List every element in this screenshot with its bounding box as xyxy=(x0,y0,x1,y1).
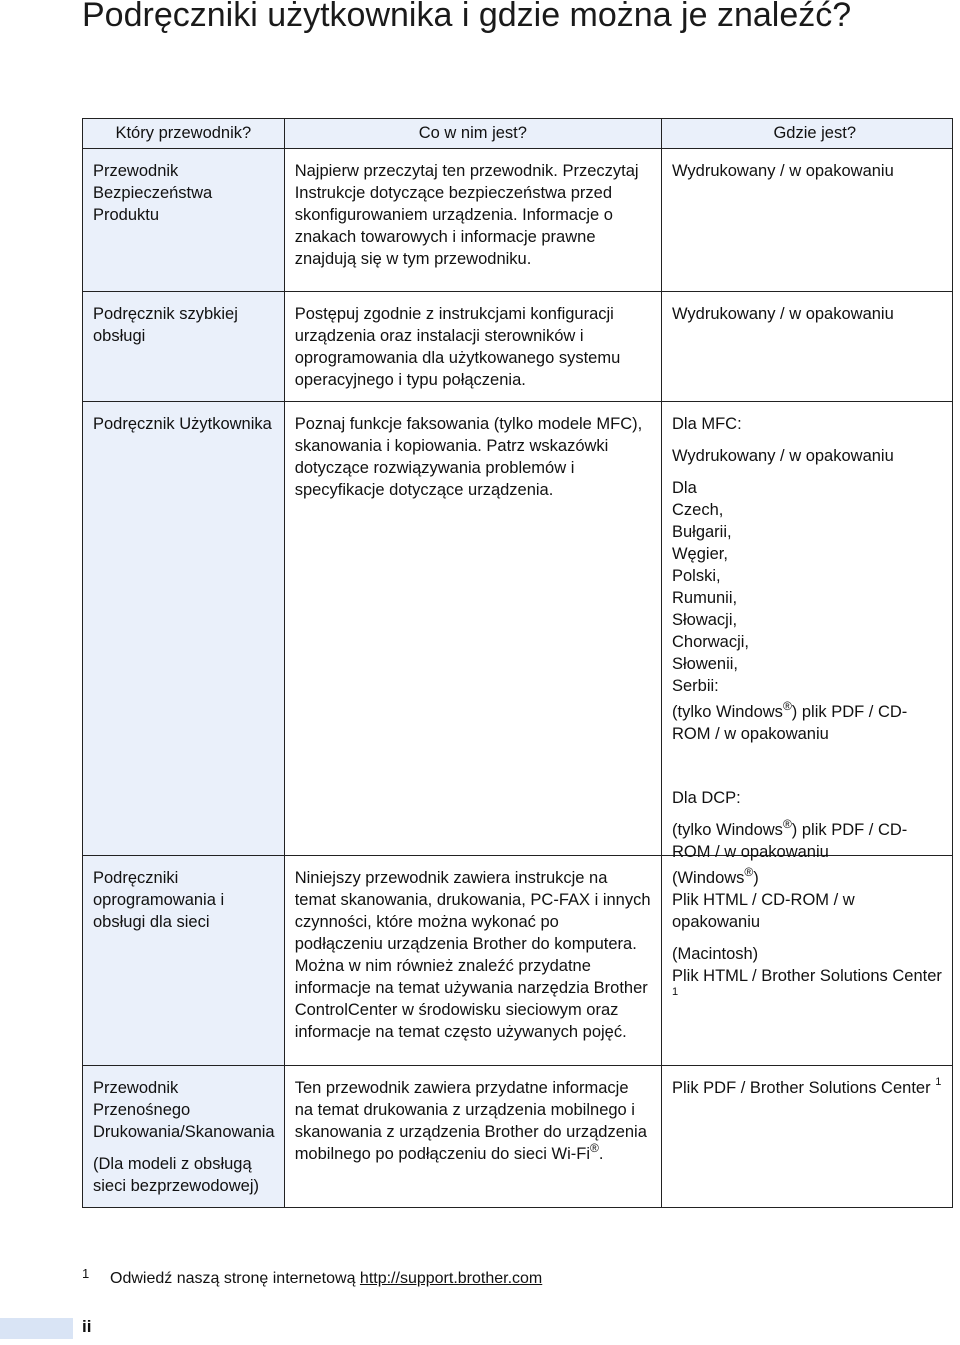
table-row xyxy=(83,1066,953,1208)
page-number-bar xyxy=(0,1318,73,1339)
windows-value: Plik HTML / CD-ROM / w opakowaniu xyxy=(671,891,855,931)
country-item: Chorwacji, xyxy=(671,633,750,651)
registered-mark: ® xyxy=(590,1141,599,1155)
guide-location: Plik PDF / Brother Solutions Center $^1$ xyxy=(671,1076,942,1097)
guide-content: Poznaj funkcje faksowania (tylko modele MFC), skanowania i kopiowania. Patrz wskazówki dotyczące rozwiązywania problemów i specyfikacje dotyczące urządzenia. xyxy=(294,415,643,499)
guide-content: Postępuj zgodnie z instrukcjami konfiguracji urządzenia oraz instalacji sterowników i oprogramowania dla użytkowanego systemu operacyjnego i typu połączenia. xyxy=(294,305,621,389)
footnote-ref: 1 xyxy=(935,1076,942,1088)
header-where: Gdzie jest? xyxy=(661,119,952,149)
guide-content: Najpierw przeczytaj ten przewodnik. Przeczytaj Instrukcje dotyczące bezpieczeństwa przed skonfigurowaniem urządzenia. Informacje o znakach towarowych i informacje prawne znajdują się w tym przewodniku. xyxy=(294,162,639,268)
table-row xyxy=(83,149,953,292)
footnote-ref: 1 xyxy=(671,986,679,998)
table-row xyxy=(83,292,953,402)
header-contents: Co w nim jest? xyxy=(284,119,661,149)
mfc-value: Wydrukowany / w opakowaniu xyxy=(671,447,894,465)
country-item: Czech, xyxy=(671,501,724,519)
mfc-label: Dla MFC: xyxy=(671,415,742,433)
countries-format: (tylko Windows®) plik PDF / CD-ROM / w opakowaniu xyxy=(671,699,908,743)
registered-mark: ® xyxy=(782,817,792,831)
guide-location: Wydrukowany / w opakowaniu xyxy=(671,162,894,180)
registered-mark: ® xyxy=(744,865,754,879)
dcp-format: (tylko Windows®) plik PDF / CD-ROM / w opakowaniu xyxy=(671,817,908,861)
mac-value: Plik HTML / Brother Solutions Center $^1$ xyxy=(671,967,942,998)
country-item: Rumunii, xyxy=(671,589,738,607)
guide-name: Podręczniki oprogramowania i obsługi dla sieci xyxy=(93,869,225,931)
guide-name: Przewodnik Przenośnego Drukowania/Skanowania xyxy=(93,1079,275,1141)
country-item: Serbii: xyxy=(671,677,719,695)
guide-note: (Dla modeli z obsługą sieci bezprzewodowej) xyxy=(93,1155,259,1195)
registered-mark: ® xyxy=(782,699,792,713)
mac-label: (Macintosh) xyxy=(671,945,759,963)
footnote-number: 1 xyxy=(82,1266,90,1281)
guides-table xyxy=(82,118,953,1208)
guide-name: Przewodnik Bezpieczeństwa Produktu xyxy=(93,162,213,224)
footnote-text: Odwiedź naszą stronę internetową xyxy=(110,1270,360,1287)
table-row xyxy=(83,856,953,1066)
header-which-guide: Który przewodnik? xyxy=(83,119,285,149)
table-header-row xyxy=(83,119,953,149)
guide-location: Wydrukowany / w opakowaniu xyxy=(671,305,894,323)
country-item: Węgier, xyxy=(671,545,728,563)
guide-name: Podręcznik szybkiej obsługi xyxy=(93,305,238,345)
dcp-label: Dla DCP: xyxy=(671,789,741,807)
country-item: Bułgarii, xyxy=(671,523,732,541)
table-row xyxy=(83,402,953,856)
country-item: Słowenii, xyxy=(671,655,739,673)
windows-label: (Windows®) xyxy=(671,865,759,887)
country-item: Słowacji, xyxy=(671,611,738,629)
guide-name: Podręcznik Użytkownika xyxy=(93,415,272,433)
guide-content: Niniejszy przewodnik zawiera instrukcje na temat skanowania, drukowania, PC-FAX i innych czynności, które można wykonać po podłączeniu urządzenia Brother do komputera. Można w nim również znaleźć przydatne informacje na temat używania narzędzia Brother ControlCenter w środowisku sieciowym oraz informacje na temat często używanych pojęć. xyxy=(294,869,651,1041)
support-link[interactable]: http://support.brother.com xyxy=(359,1270,543,1287)
guide-content: Ten przewodnik zawiera przydatne informacje na temat drukowania z urządzenia mobilnego i skanowania z urządzenia Brother do urządzenia mobilnego po podłączeniu do sieci Wi-Fi®. xyxy=(294,1079,647,1163)
country-item: Polski, xyxy=(671,567,721,585)
countries-label: Dla xyxy=(671,479,697,497)
page-title: Podręczniki użytkownika i gdzie można je znaleźć? xyxy=(82,0,852,34)
page-number: ii xyxy=(82,1317,92,1336)
